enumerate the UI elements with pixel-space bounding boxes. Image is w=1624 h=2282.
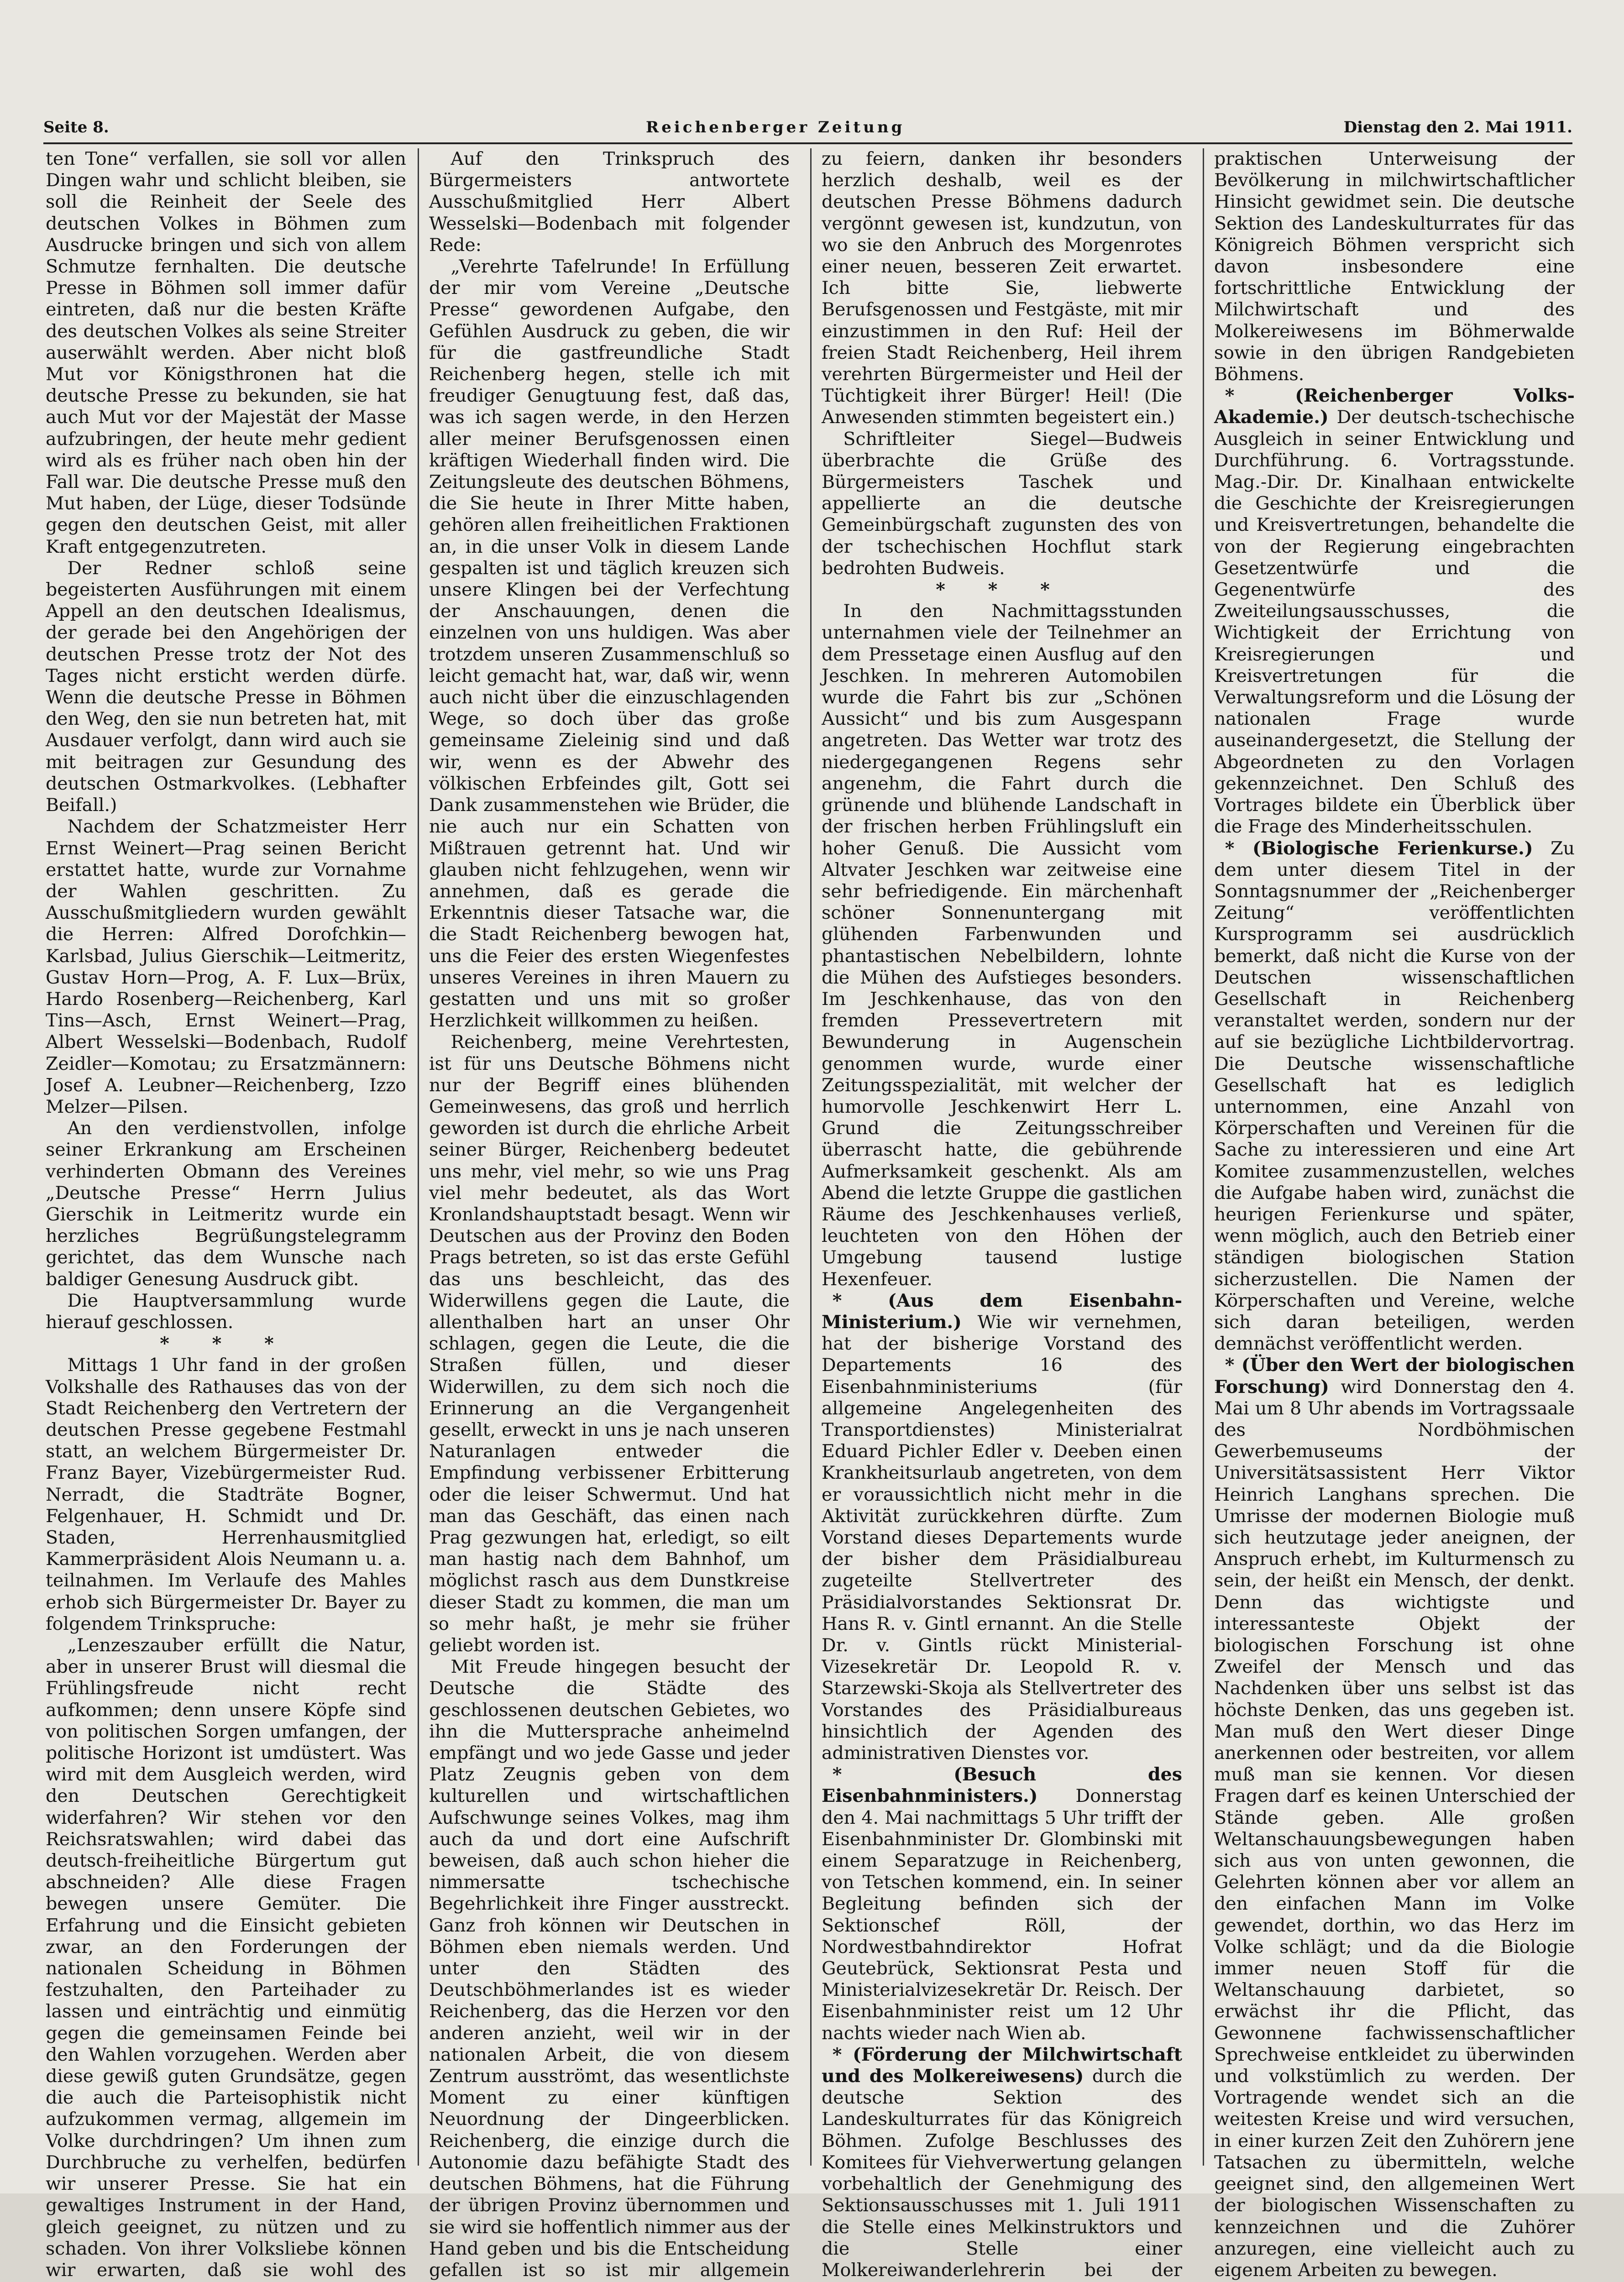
column-divider (810, 148, 812, 2166)
article-paragraph: Mittags 1 Uhr fand in der großen Volkshalle des Rathauses das von der Stadt Reichenberg den Vertretern der deutschen Presse gegebene Festmahl statt, an welchem Bürgermeister Dr. Franz Bayer, Vizebürgermeister Rud. Nerradt, die Stadträte Bogner, Felgenhauer, H. Schmidt und Dr. Staden, Herrenhausmitglied Kammerpräsident Alois Neumann u. a. teilnahmen. Im Verlaufe des Mahles erhob sich Bürgermeister Dr. Bayer zu folgendem Trinkspruche: (46, 1355, 406, 1634)
issue-date: Dienstag den 2. Mai 1911. (1343, 118, 1572, 136)
column-2 (429, 148, 790, 2281)
news-item (1214, 385, 1575, 837)
news-item-text: wird Donnerstag den 4. Mai um 8 Uhr abends im Vortragssaale des Nordböhmischen Gewerbemuseums der Universitätsassistent Herr Viktor Heinrich Langhans sprechen. Die Umrisse der modernen Biologie muß sich heutzutage jeder aneignen, der Anspruch erhebt, im Kulturmensch zu sein, der heißt ein Mensch, der denkt. Denn das wichtigste und interessanteste Objekt der biologischen Forschung ist ohne Zweifel der Mensch und das Nachdenken über uns selbst ist das höchste Denken, das uns gegeben ist. Man muß den Wert dieser Dinge anerkennen oder bestreiten, vor allem muß man sie kennen. Vor diesen Fragen darf es keinen Unterschied der Stände geben. Alle großen Weltanschauungsbewegungen haben sich aus von unten gewonnen, die Gelehrten können aber vor allem an den einfachen Mann im Volke gewendet, dorthin, wo das Herz im Volke schlägt; und da die Biologie immer neuen Stoff für die Weltanschauung darbietet, so erwächst ihr die Pflicht, das Gewonnene fachwissenschaftlicher Sprechweise entkleidet zu überwinden und volkstümlich zu werden. Der Vortragende wendet sich an die weitesten Kreise und wird versuchen, in einer kurzen Zeit den Zuhörern jene Tatsachen zu übermitteln, welche geeignet sind, den allgemeinen Wert der biologischen Wissenschaften zu kennzeichnen und die Zuhörer anzuregen, eine vielleicht auch zu eigenem Arbeiten zu bewegen. (1214, 1376, 1575, 2281)
news-item-text: Wie wir vernehmen, hat der bisherige Vorstand des Departements 16 des Eisenbahnministeriums (für allgemeine Angelegenheiten des Transportdienstes) Ministerialrat Eduard Pichler Edler v. Deeben einen Krankheitsurlaub angetreten, von dem er voraussichtlich nicht mehr in die Aktivität zurückkehren dürfte. Zum Vorstand dieses Departements wurde der bisher dem Präsidialbureau zugeteilte Stellvertreter des Präsidialvorstandes Sektionsrat Dr. Hans R. v. Gintl ernannt. An die Stelle Dr. v. Gintls rückt Ministerial-Vizesekretär Dr. Leopold R. v. Starzewski-Skoja als Stellvertreter des Vorstandes des Präsidialbureaus hinsichtlich der Agenden des administrativen Dienstes vor. (822, 1311, 1182, 1764)
masthead-title: Reichenberger Zeitung (646, 118, 905, 136)
article-paragraph: Mit Freude hingegen besucht der Deutsche die Städte des geschlossenen deutschen Gebietes, wo ihn die Muttersprache anheimelnd empfängt und wo jede Gasse und jeder Platz Zeugnis geben von dem kulturellen und wirtschaftlichen Aufschwunge seines Volkes, mag ihm auch da und dort eine Aufschrift beweisen, daß auch schon hieher die nimmersatte tschechische Begehrlichkeit ihre Finger ausstreckt. Ganz froh können wir Deutschen in Böhmen eben niemals werden. Und unter den Städten des Deutschböhmerlandes ist es wieder Reichenberg, das die Herzen vor den anderen anzieht, weil wir in der nationalen Arbeit, die von diesem Zentrum ausströmt, das wesentlichste Moment zu einer künftigen Neuordnung der Dingeerblicken. Reichenberg, die einzige durch die Autonomie dazu befähigte Stadt des deutschen Böhmens, hat die Führung der übrigen Provinz übernommen und sie wird sie hoffentlich nimmer aus der Hand geben und bis die Entscheidung gefallen ist so ist mir allgemein (429, 1656, 790, 2281)
news-item (822, 1764, 1182, 2044)
news-item-heading: * (Förderung der Milchwirtschaft und des Molkereiwesens) (822, 2044, 1182, 2087)
column-divider (418, 148, 419, 2166)
article-paragraph: Nachdem der Schatzmeister Herr Ernst Weinert—Prag seinen Bericht erstattet hatte, wurde zur Vornahme der Wahlen geschritten. Zu Ausschußmitgliedern wurden gewählt die Herren: Alfred Dorofchkin—Karlsbad, Julius Gierschik—Leitmeritz, Gustav Horn—Prog, A. F. Lux—Brüx, Hardo Rosenberg—Reichenberg, Karl Tins—Asch, Ernst Weinert—Prag, Albert Wesselski—Bodenbach, Rudolf Zeidler—Komotau; zu Ersatzmännern: Josef A. Leubner—Reichenberg, Izzo Melzer—Pilsen. (46, 816, 406, 1117)
header-rule (43, 142, 1572, 144)
article-paragraph: zu feiern, danken ihr besonders herzlich deshalb, weil es der deutschen Presse Böhmens dadurch vergönnt gewesen ist, kundzutun, von wo sie den Anbruch des Morgenrotes einer neuen, besseren Zeit erwartet. Ich bitte Sie, liebwerte Berufsgenossen und Festgäste, mit mir einzustimmen in den Ruf: Heil der freien Stadt Reichenberg, Heil ihrem verehrten Bürgermeister und Heil der Tüchtigkeit ihrer Bürger! Heil! (Die Anwesenden stimmten begeistert ein.) (822, 148, 1182, 428)
article-paragraph: Die Hauptversammlung wurde hierauf geschlossen. (46, 1290, 406, 1333)
column-3 (822, 148, 1182, 2281)
news-item-heading: * (Besuch des Eisenbahnministers.) (822, 1764, 1182, 1807)
article-paragraph: „Verehrte Tafelrunde! In Erfüllung der mir vom Vereine „Deutsche Presse“ gewordenen Aufgabe, den Gefühlen Ausdruck zu geben, die wir für die gastfreundliche Stadt Reichenberg hegen, stelle ich mit freudiger Genugtuung fest, daß das, was ich sagen werde, in den Herzen aller meiner Berufsgenossen einen kräftigen Wiederhall finden wird. Die Zeitungsleute des deutschen Böhmens, die Sie heute in Ihrer Mitte haben, gehören allen freiheitlichen Fraktionen an, in die unser Volk in diesem Lande gespalten ist und täglich kreuzen sich unsere Klingen bei der Verfechtung der Anschauungen, denen die einzelnen von uns huldigen. Was aber trotzdem unseren Zusammenschluß so leicht gemacht hat, war, daß wir, wenn auch nicht über die einzuschlagenden Wege, so doch über das große gemeinsame Zieleinig sind und daß wir, wenn es der Abwehr des völkischen Erbfeindes gilt, Gott sei Dank zusammenstehen wie Brüder, die nie auch nur ein Schatten von Mißtrauen getrennt hat. Und wir glauben nicht fehlzugehen, wenn wir annehmen, daß es gerade die Erkenntnis dieser Tatsache war, die die Stadt Reichenberg bewogen hat, uns die Feier des ersten Wiegenfestes unseres Vereines in ihren Mauern zu gestatten und uns mit so großer Herzlichkeit willkommen zu heißen. (429, 256, 790, 1031)
article-paragraph: praktischen Unterweisung der Bevölkerung in milchwirtschaftlicher Hinsicht gewidmet sein. Die deutsche Sektion des Landeskulturrates für das Königreich Böhmen verspricht sich davon insbesondere eine fortschrittliche Entwicklung der Milchwirtschaft und des Molkereiwesens im Böhmerwalde sowie in den übrigen Randgebieten Böhmens. (1214, 148, 1575, 385)
news-item-text: Zu dem unter diesem Titel in der Sonntagsnummer der „Reichenberger Zeitung“ veröffentlichten Kursprogramm sei ausdrücklich bemerkt, daß nicht die Kurse von der Deutschen wissenschaftlichen Gesellschaft in Reichenberg veranstaltet werden, sondern nur der auf sie bezügliche Lichtbildervortrag. Die Deutsche wissenschaftliche Gesellschaft hat es lediglich unternommen, eine Anzahl von Körperschaften und Vereinen für die Sache zu interessieren und eine Art Komitee zusammenzustellen, welches die Aufgabe haben wird, zunächst die heurigen Ferienkurse und später, wenn möglich, auch den Betrieb einer ständigen biologischen Station sicherzustellen. Die Namen der Körperschaften und Vereine, welche sich daran beteiligen, werden demnächst veröffentlicht werden. (1214, 837, 1575, 1355)
article-paragraph: An den verdienstvollen, infolge seiner Erkrankung am Erscheinen verhinderten Obmann des Vereines „Deutsche Presse“ Herrn Julius Gierschik in Leitmeritz wurde ein herzliches Begrüßungstelegramm gerichtet, das dem Wunsche nach baldiger Genesung Ausdruck gibt. (46, 1118, 406, 1290)
article-paragraph: Der Redner schloß seine begeisterten Ausführungen mit einem Appell an den deutschen Idealismus, der gerade bei den Angehörigen der deutschen Presse trotz der Not des Tages nicht ersticht werden dürfe. Wenn die deutsche Presse in Böhmen den Weg, den sie nun betreten hat, mit Ausdauer verfolgt, dann wird auch sie mit beitragen zur Gesundung des deutschen Ostmarkvolkes. (Lebhafter Beifall.) (46, 557, 406, 816)
section-separator: * * * (160, 1333, 292, 1355)
page-header (43, 114, 1572, 141)
article-paragraph: „Lenzeszauber erfüllt die Natur, aber in unserer Brust will diesmal die Frühlingsfreude nicht recht aufkommen; denn unsere Köpfe sind von politischen Sorgen umfangen, der politische Horizont ist umdüstert. Was wird mit dem Ausgleich werden, wird den Deutschen Gerechtigkeit widerfahren? Wir stehen vor den Reichsratswahlen; wird dabei das deutsch-freiheitliche Bürgertum gut abschneiden? Alle diese Fragen bewegen unsere Gemüter. Die Erfahrung und die Einsicht gebieten zwar, an den Forderungen der nationalen Scheidung in Böhmen festzuhalten, den Parteihader zu lassen und einträchtig und einmütig gegen die gemeinsamen Feinde bei den Wahlen vorzugehen. Werden aber diese gewiß guten Grundsätze, gegen die auch die Parteisophistik nicht aufzukommen vermag, allgemein im Volke durchdringen? Um ihnen zum Durchbruche zu verhelfen, bedürfen wir unserer Presse. Sie hat ein gewaltiges Instrument in der Hand, gleich geeignet, zu nützen und zu schaden. Von ihrer Volksliebe können wir erwarten, daß sie wohl des (46, 1635, 406, 2281)
news-item-heading: * (Über den Wert der biologischen Forschung) (1214, 1355, 1575, 1397)
news-item-heading: * (Aus dem Eisenbahn-Ministerium.) (822, 1290, 1182, 1333)
article-paragraph: In den Nachmittagsstunden unternahmen viele der Teilnehmer an dem Pressetage einen Ausflug auf den Jeschken. In mehreren Automobilen wurde die Fahrt bis zur „Schönen Aussicht“ und bis zum Ausgespann angetreten. Das Wetter war trotz des niedergegangenen Regens sehr angenehm, die Fahrt durch die grünende und blühende Landschaft in der frischen herben Frühlingsluft ein hoher Genuß. Die Aussicht vom Altvater Jeschken war zeitweise eine sehr befriedigende. Ein märchenhaft schöner Sonnenuntergang mit glühenden Farbenwunden und phantastischen Nebelbildern, lohnte die Mühen des Aufstieges besonders. Im Jeschkenhause, das von den fremden Pressevertretern mit Bewunderung in Augenschein genommen wurde, wurde einer Zeitungsspezialität, mit welcher der humorvolle Jeschkenwirt Herr L. Grund die Zeitungsschreiber überrascht hatte, die gebührende Aufmerksamkeit geschenkt. Als am Abend die letzte Gruppe die gastlichen Räume des Jeschkenhauses verließ, leuchteten von den Höhen der Umgebung tausend lustige Hexenfeuer. (822, 601, 1182, 1290)
news-item (1214, 838, 1575, 1355)
news-item (822, 1290, 1182, 1764)
section-separator: * * * (936, 579, 1068, 601)
news-item-text: durch die deutsche Sektion des Landeskulturrates für das Königreich Böhmen. Zufolge Beschlusses des Komitees für Viehverwertung gelangen vorbehaltlich der Genehmigung des Sektionsausschusses mit 1. Juli 1911 die Stelle eines Melkinstruktors und die Stelle einer Molkereiwanderlehrerin bei der (822, 2066, 1182, 2281)
news-item (1214, 1355, 1575, 2281)
article-paragraph: Auf den Trinkspruch des Bürgermeisters antwortete Ausschußmitglied Herr Albert Wesselski—Bodenbach mit folgender Rede: (429, 148, 790, 256)
news-item-heading: * (Reichenberger Volks-Akademie.) (1214, 385, 1575, 428)
column-4 (1214, 148, 1575, 2281)
page-number: Seite 8. (43, 118, 109, 136)
column-1 (46, 148, 406, 2281)
article-paragraph: Reichenberg, meine Verehrtesten, ist für uns Deutsche Böhmens nicht nur der Begriff eines blühenden Gemeinwesens, das groß und herrlich geworden ist durch die ehrliche Arbeit seiner Bürger, Reichenberg bedeutet uns mehr, viel mehr, so wie uns Prag viel mehr bedeutet, als das Wort Kronlandshauptstadt besagt. Wenn wir Deutschen aus der Provinz den Boden Prags betreten, so ist das erste Gefühl das uns beschleicht, das des Widerwillens gegen die Laute, die allenthalben hart an unser Ohr schlagen, gegen die Leute, die die Straßen füllen, und dieser Widerwillen, zu dem sich noch die Erinnerung an die Vergangenheit gesellt, erweckt in uns je nach unseren Naturanlagen entweder die Empfindung verbissener Erbitterung oder die leiser Schwermut. Und hat man das Geschäft, das einen nach Prag gezwungen hat, erledigt, so eilt man hastig nach dem Bahnhof, um möglichst rasch aus dem Dunstkreise dieser Stadt zu kommen, die man um so mehr haßt, je mehr sie früher geliebt worden ist. (429, 1031, 790, 1656)
article-paragraph: ten Tone“ verfallen, sie soll vor allen Dingen wahr und schlicht bleiben, sie soll die Reinheit der Seele des deutschen Volkes in Böhmen zum Ausdrucke bringen und sich von allem Schmutze fernhalten. Die deutsche Presse in Böhmen soll immer dafür eintreten, daß nur die besten Kräfte des deutschen Volkes als seine Streiter auserwählt werden. Aber nicht bloß Mut vor Königsthronen hat die deutsche Presse zu bekunden, sie hat auch Mut vor der Majestät der Masse aufzubringen, der heute mehr gedient wird als es früher nach oben hin der Fall war. Die deutsche Presse muß den Mut haben, der Lüge, dieser Todsünde gegen den deutschen Geist, mit aller Kraft entgegenzutreten. (46, 148, 406, 557)
article-paragraph: Schriftleiter Siegel—Budweis überbrachte die Grüße des Bürgermeisters Taschek und appellierte an die deutsche Gemeinbürgschaft zugunsten des von der tschechischen Hochflut stark bedrohten Budweis. (822, 428, 1182, 579)
news-item-heading: * (Biologische Ferienkurse.) (1225, 837, 1533, 859)
column-divider (1203, 148, 1204, 2166)
news-item (822, 2044, 1182, 2282)
news-item-text: Donnerstag den 4. Mai nachmittags 5 Uhr trifft der Eisenbahnminister Dr. Glombinski mit einem Separatzuge in Reichenberg, von Tetschen kommend, ein. In seiner Begleitung befinden sich der Sektionschef Röll, der Nordwestbahndirektor Hofrat Geutebrück, Sektionsrat Pesta und Ministerialvizesekretär Dr. Reisch. Der Eisenbahnminister reist um 12 Uhr nachts wieder nach Wien ab. (822, 1785, 1182, 2044)
news-item-text: Der deutsch-tschechische Ausgleich in seiner Entwicklung und Durchführung. 6. Vortragsstunde. Mag.-Dir. Dr. Kinalhaan entwickelte die Geschichte der Kreisregierungen und Kreisvertretungen, behandelte die von der Regierung eingebrachten Gesetzentwürfe und die Gegenentwürfe des Zweiteilungsausschusses, die Wichtigkeit der Errichtung von Kreisregierungen und Kreisvertretungen für die Verwaltungsreform und die Lösung der nationalen Frage wurde auseinandergesetzt, die Stellung der Abgeordneten zu den Vorlagen gekennzeichnet. Den Schluß des Vortrages bildete ein Überblick über die Frage des Minderheitsschulen. (1214, 407, 1575, 837)
